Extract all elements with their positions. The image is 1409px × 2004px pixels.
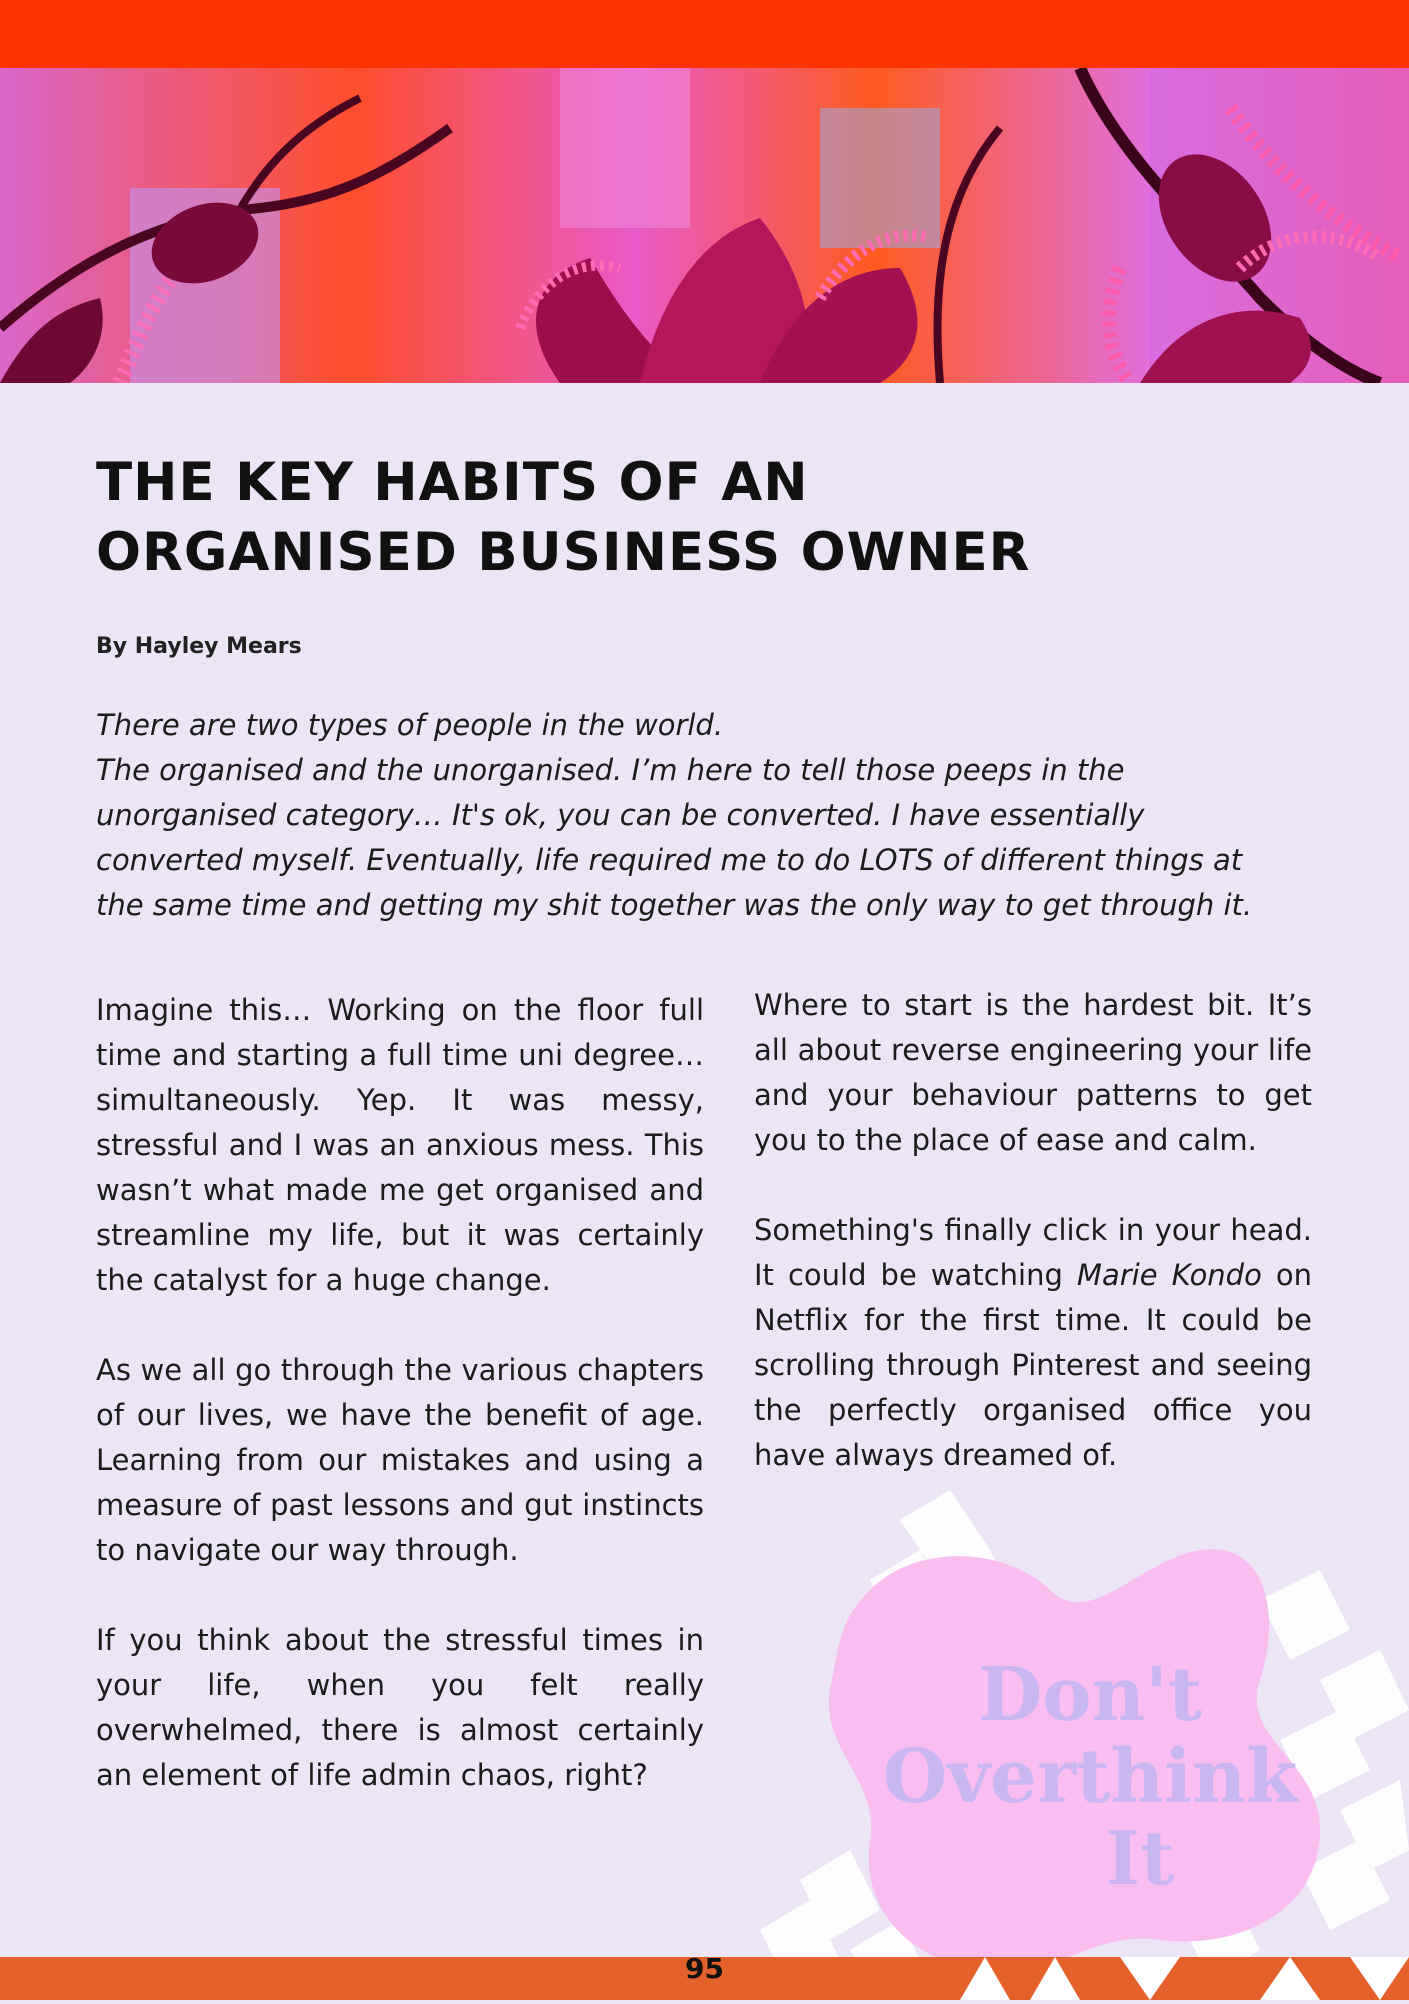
sticker-text-line-2: Overthink: [882, 1734, 1298, 1820]
article-intro: [96, 703, 1336, 928]
body-paragraph: If you think about the stressful times in your life, when you felt really overwhelmed, there is almost certainly an element of life admin chaos, right?: [96, 1623, 704, 1792]
article-byline: By Hayley Mears: [96, 634, 302, 659]
paragraph-text: Something's finally click in your head. It could be watching: [754, 1213, 1312, 1292]
intro-line: The organised and the unorganised. I’m here to tell those peeps in the: [96, 753, 1125, 787]
intro-line: There are two types of people in the world.: [96, 708, 724, 742]
page-number: 95: [685, 1952, 724, 1985]
body-paragraph: [754, 1208, 1312, 1478]
left-column: [96, 988, 704, 1843]
intro-line: unorganised category… It's ok, you can be converted. I have essentially: [96, 798, 1145, 832]
intro-line: converted myself. Eventually, life required me to do LOTS of different things at: [96, 843, 1243, 877]
sticker-text-line-1: Don't: [977, 1652, 1203, 1738]
right-column: [754, 983, 1312, 1523]
body-paragraph: As we all go through the various chapters of our lives, we have the benefit of age. Learning from our mistakes and using a measure of past lessons and gut instincts to navigate our way through.: [96, 1353, 704, 1567]
body-paragraph: Imagine this… Working on the floor full time and starting a full time uni degree… simultaneously. Yep. It was messy, stressful and I was an anxious mess. This wasn’t what made me get organised and streamline my life, but it was certainly the catalyst for a huge change.: [96, 993, 704, 1297]
article-title-line-1: THE KEY HABITS OF AN: [96, 452, 809, 513]
hero-floral-image: [0, 68, 1409, 383]
paragraph-italic-text: Marie Kondo: [1076, 1258, 1262, 1292]
intro-line: the same time and getting my shit together was the only way to get through it.: [96, 888, 1253, 922]
dont-overthink-it-sticker: [760, 1480, 1409, 2004]
paragraph-text: on Netflix for the first time. It could be scrolling through Pinterest and seeing the perfectly organised office you have always dreamed of.: [754, 1258, 1313, 1472]
body-paragraph: Where to start is the hardest bit. It’s all about reverse engineering your life and your behaviour patterns to get you to the place of ease and calm.: [754, 988, 1312, 1157]
sticker-text-line-3: It: [1105, 1816, 1175, 1902]
article-title-line-2: ORGANISED BUSINESS OWNER: [96, 522, 1031, 583]
article-title: [96, 448, 1316, 588]
top-color-bar: [0, 0, 1409, 68]
